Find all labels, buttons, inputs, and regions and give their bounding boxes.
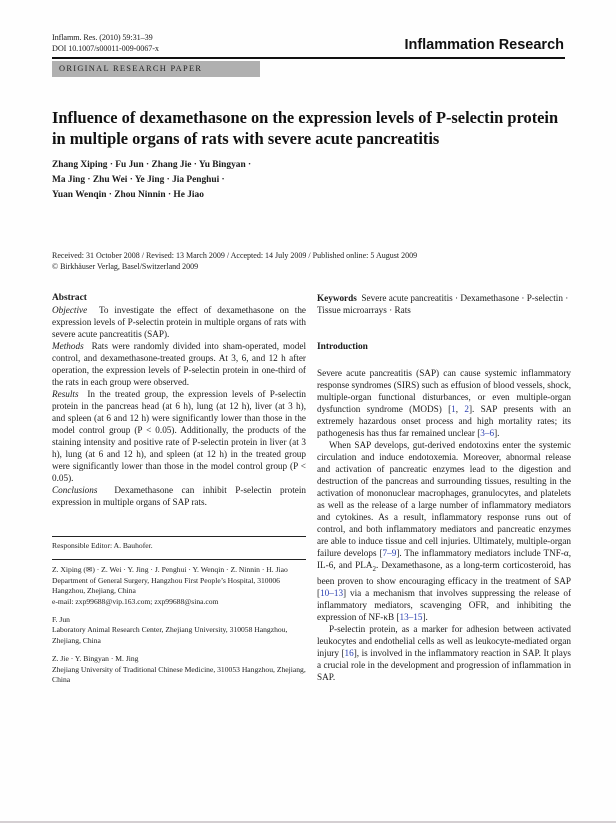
conclusions-label: Conclusions (52, 485, 98, 495)
abstract-methods (52, 340, 306, 388)
keywords-text: Severe acute pancreatitis · Dexamethasone · P-selectin · Tissue microarrays · Rats (317, 293, 569, 315)
text-run: ]. (422, 611, 428, 622)
affiliation-department: Department of General Surgery, Hangzhou First People’s Hospital, 310006 Hangzhou, Zhejiang, China (52, 575, 280, 596)
header-rule (52, 57, 565, 59)
methods-label: Methods (52, 341, 84, 351)
left-column (52, 292, 306, 685)
affiliation-3 (52, 654, 306, 685)
affiliation-names: Z. Jie · Y. Bingyan · M. Jing (52, 654, 139, 664)
citation-link[interactable]: 10–13 (320, 587, 344, 598)
abstract-heading: Abstract (52, 293, 87, 303)
objective-label: Objective (52, 305, 88, 315)
doi[interactable]: DOI 10.1007/s00011-009-0067-x (52, 44, 159, 53)
text-run: ] via a mechanism that involves suppressing the release of inflammatory mediators, scavenging OFR, and inhibiting the expression of NF-κB [ (317, 587, 571, 622)
citation-link[interactable]: 1 (451, 404, 456, 414)
article-type-band: ORIGINAL RESEARCH PAPER (52, 61, 260, 77)
citation: Inflamm. Res. (2010) 59:31–39 (52, 33, 153, 42)
citation-link[interactable]: 7–9 (382, 548, 397, 558)
text-run: . Dexamethasone, as a long-term corticosteroid, has been proven to show encouraging efficacy in the treatment of SAP [ (317, 560, 571, 598)
affiliation-1 (52, 565, 306, 607)
paper-title: Influence of dexamethasone on the expression levels of P-selectin protein in multiple organs of rats with severe acute pancreatitis (52, 108, 559, 148)
affiliation-names: F. Jun (52, 615, 70, 625)
keywords (317, 292, 571, 316)
author-line: Zhang Xiping · Fu Jun · Zhang Jie · Yu Bingyan · (52, 160, 252, 170)
text-run: ]. (494, 428, 500, 438)
citation-link[interactable]: 3–6 (480, 428, 495, 438)
keywords-label: Keywords (317, 293, 357, 303)
intro-paragraph-1 (317, 367, 571, 439)
citation-link[interactable]: 2 (464, 404, 469, 414)
date-history: Received: 31 October 2008 / Revised: 13 March 2009 / Accepted: 14 July 2009 / Published online: 5 August 2009 (52, 251, 418, 260)
text-run: P-selectin protein, as a marker for adhesion between activated leukocytes and endothelial cells as well as leukocyte-mediated organ injury [ (317, 623, 571, 658)
abstract-conclusions (52, 484, 306, 508)
publication-history (52, 250, 572, 272)
citation-link[interactable]: 16 (344, 647, 354, 658)
text-run: , (455, 404, 465, 414)
author-list (52, 158, 352, 203)
author-line: Yuan Wenqin · Zhou Ninnin · He Jiao (52, 190, 204, 200)
text-run: When SAP develops, gut-derived endotoxins enter the systemic circulation and induce endotoxemia. Moreover, abnormal release and activation of pancreatic enzymes lead to the digestion and destruction of the pancreas and surrounding tissues, resulting in the activation of mononuclear macrophages, granulocytes, and platelets as well as the release of a large number of inflammatory mediators and cytokines. As a result, inflammatory response runs out of control, and both inflammatory mediators and pancreatic enzymes are able to induce tissue and cell injuries. Ultimately, multiple-organ failure develops [ (317, 440, 571, 558)
objective-text: To investigate the effect of dexamethasone on the expression levels of P-selectin protein in multiple organs of rats with severe acute pancreatitis (SAP). (52, 305, 307, 339)
affiliation-department: Zhejiang University of Traditional Chinese Medicine, 310053 Hangzhou, Zhejiang, China (52, 664, 306, 685)
intro-paragraph-3 (317, 623, 571, 683)
footnote-rule (52, 559, 306, 560)
introduction-heading: Introduction (317, 342, 368, 352)
subscript: 2 (372, 564, 376, 573)
results-label: Results (52, 389, 79, 399)
text-run: ], is involved in the inflammatory reaction in SAP. It plays a crucial role in the development and progression of inflammation in SAP. (317, 647, 571, 682)
footnote-rule (52, 536, 306, 537)
right-column (317, 292, 571, 683)
email-addresses[interactable]: e-mail: zxp99688@vip.163.com; zxp99688@sina.com (52, 596, 219, 606)
conclusions-text: Dexamethasone can inhibit P-selectin protein expression in multiple organs of SAP rats. (52, 485, 307, 507)
citation-block (52, 32, 159, 54)
journal-name: Inflammation Research (404, 37, 564, 53)
citation-link[interactable]: 13–15 (399, 611, 423, 622)
text-run: ]. The inflammatory mediators include TNF-α, IL-6, and PLA (317, 548, 571, 570)
responsible-editor: Responsible Editor: A. Bauhofer. (52, 541, 153, 550)
affiliation-department: Laboratory Animal Research Center, Zhejiang University, 310058 Hangzhou, Zhejiang, China (52, 625, 288, 645)
author-line: Ma Jing · Zhu Wei · Ye Jing · Jia Penghui · (52, 175, 225, 185)
abstract-results (52, 388, 306, 484)
affiliation-2 (52, 615, 306, 646)
affiliation-names: Z. Xiping (✉) · Z. Wei · Y. Jing · J. Penghui · Y. Wenqin · Z. Ninnin · H. Jiao (52, 565, 288, 575)
text-run: Severe acute pancreatitis (SAP) can cause systemic inflammatory response syndromes (SIRS) such as effusion of blood vessels, shock, multiple-organ functional disturbances, or even multiple-organ dysfunction syndrome (MODS) [ (317, 368, 571, 414)
text-run: ]. SAP presents with an extremely hazardous onset process and high mortality rates; its pathogenesis has thus far remained unclear [ (317, 404, 572, 438)
intro-paragraph-2 (317, 439, 571, 623)
results-text: In the treated group, the expression levels of P-selectin protein in the pancreas head (at 6 h), lung (at 12 h), liver (at 3 h), and spleen (at 6 and 12 h) were significantly lower than those in the model control group (P < 0.05). Additionally, the products of the staining intensity and positive rate of P-selectin protein in liver (at 3 h), lung (at 6 and 12 h), and spleen (at 12 h) in the treated group were significantly lower than those in the model control group (P < 0.05). (52, 389, 307, 483)
abstract-objective (52, 304, 306, 340)
copyright: © Birkhäuser Verlag, Basel/Switzerland 2009 (52, 262, 199, 271)
methods-text: Rats were randomly divided into sham-operated, model control, and dexamethasone-treated groups. At 3, 6, and 12 h after operation, the expression levels of P-selectin protein in one-third of the rats in each group were observed. (52, 341, 307, 387)
